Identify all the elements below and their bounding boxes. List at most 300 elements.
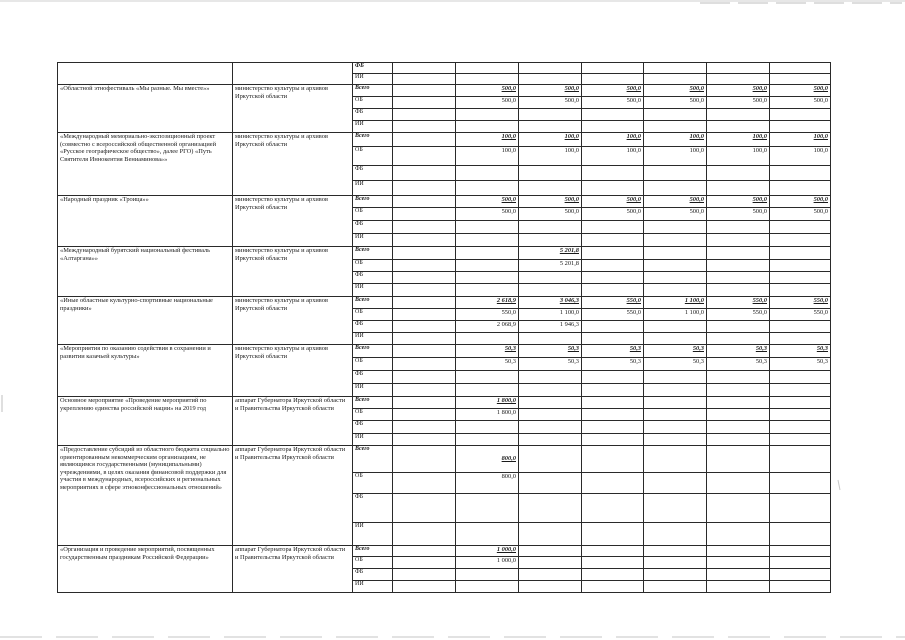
amount-cell: 500,0 <box>707 97 770 109</box>
amount-cell <box>770 284 831 297</box>
amount-cell: 500,0 <box>582 196 644 208</box>
amount-cell <box>644 74 707 85</box>
activity-name: Основное мероприятие «Проведение мероприятий по укреплению единства российской нации» на 2019 год <box>58 397 233 446</box>
amount-cell: 800,0 <box>456 473 519 494</box>
amount-cell <box>770 166 831 181</box>
table-row <box>58 446 831 473</box>
amount-cell: 500,0 <box>707 196 770 208</box>
amount-cell <box>456 371 519 384</box>
amount-cell <box>770 371 831 384</box>
amount-cell <box>582 434 644 446</box>
amount-cell <box>770 581 831 593</box>
amount-cell: 500,0 <box>644 196 707 208</box>
amount-cell <box>707 446 770 473</box>
amount-cell <box>456 272 519 284</box>
amount-cell <box>582 63 644 74</box>
executor-name: министерство культуры и архивов Иркутской области <box>233 345 353 397</box>
amount-cell <box>519 272 582 284</box>
amount-cell: 50,3 <box>707 358 770 371</box>
funding-source: Всего <box>353 85 393 97</box>
table-row <box>58 63 831 74</box>
amount-cell <box>393 234 456 247</box>
funding-source: ОБ <box>353 309 393 321</box>
activity-name: «Народный праздник «Троица»» <box>58 196 233 247</box>
amount-cell <box>644 546 707 557</box>
executor-name: аппарат Губернатора Иркутской области и Правительства Иркутской области <box>233 397 353 446</box>
amount-cell <box>519 371 582 384</box>
amount-cell <box>770 234 831 247</box>
amount-cell <box>644 121 707 133</box>
amount-cell <box>393 121 456 133</box>
funding-source: Всего <box>353 345 393 358</box>
amount-cell <box>707 557 770 569</box>
executor-name: министерство культуры и архивов Иркутской области <box>233 85 353 133</box>
amount-cell <box>393 272 456 284</box>
amount-cell <box>456 260 519 272</box>
amount-cell <box>393 97 456 109</box>
amount-cell <box>519 284 582 297</box>
funding-source: Всего <box>353 247 393 260</box>
amount-cell: 100,0 <box>519 133 582 147</box>
amount-cell: 550,0 <box>707 297 770 309</box>
funding-source: ИИ <box>353 121 393 133</box>
amount-cell <box>707 260 770 272</box>
executor-name: министерство культуры и архивов Иркутской области <box>233 297 353 345</box>
funding-source: ОБ <box>353 97 393 109</box>
activity-name: «Международный мемориально-экспозиционный проект (совместно с всероссийской общественной организацией «Русское географическое общество», далее РГО) «Путь Святителя Иннокентия Вениаминова»» <box>58 133 233 196</box>
amount-cell <box>456 284 519 297</box>
amount-cell <box>456 74 519 85</box>
amount-cell <box>707 272 770 284</box>
activity-name: «Иные областные культурно-спортивные национальные праздники» <box>58 297 233 345</box>
amount-cell <box>644 557 707 569</box>
amount-cell <box>519 409 582 421</box>
funding-source: ОБ <box>353 473 393 494</box>
amount-cell <box>707 333 770 345</box>
amount-cell <box>707 397 770 409</box>
amount-cell <box>707 321 770 333</box>
amount-cell <box>393 85 456 97</box>
funding-source: Всего <box>353 133 393 147</box>
amount-cell: 50,3 <box>456 358 519 371</box>
amount-cell <box>393 133 456 147</box>
table-row <box>58 546 831 557</box>
amount-cell <box>582 284 644 297</box>
amount-cell <box>770 333 831 345</box>
amount-cell <box>393 221 456 234</box>
amount-cell: 1 946,3 <box>519 321 582 333</box>
amount-cell: 50,3 <box>644 358 707 371</box>
amount-cell: 500,0 <box>770 196 831 208</box>
funding-source: ФБ <box>353 321 393 333</box>
amount-cell <box>582 546 644 557</box>
amount-cell <box>519 166 582 181</box>
funding-source: ИИ <box>353 284 393 297</box>
amount-cell <box>393 260 456 272</box>
amount-cell: 50,3 <box>519 345 582 358</box>
amount-cell <box>582 247 644 260</box>
amount-cell <box>707 494 770 523</box>
amount-cell <box>393 434 456 446</box>
funding-source: Всего <box>353 446 393 473</box>
amount-cell <box>770 523 831 546</box>
amount-cell <box>707 546 770 557</box>
funding-source: ОБ <box>353 147 393 166</box>
amount-cell <box>393 181 456 196</box>
amount-cell <box>770 434 831 446</box>
amount-cell <box>393 321 456 333</box>
amount-cell <box>582 272 644 284</box>
amount-cell <box>519 421 582 434</box>
amount-cell: 50,3 <box>456 345 519 358</box>
amount-cell <box>393 494 456 523</box>
amount-cell: 50,3 <box>644 345 707 358</box>
amount-cell: 1 000,0 <box>456 557 519 569</box>
amount-cell <box>456 333 519 345</box>
amount-cell <box>582 371 644 384</box>
amount-cell <box>644 221 707 234</box>
activity-name: «Организация и проведение мероприятий, посвященных государственным праздникам Российской Федерации» <box>58 546 233 593</box>
funding-source: ОБ <box>353 358 393 371</box>
amount-cell <box>519 121 582 133</box>
amount-cell <box>393 333 456 345</box>
amount-cell: 1 100,0 <box>644 297 707 309</box>
amount-cell: 500,0 <box>582 208 644 221</box>
amount-cell <box>519 63 582 74</box>
amount-cell <box>456 569 519 581</box>
amount-cell <box>644 247 707 260</box>
amount-cell <box>393 473 456 494</box>
amount-cell <box>519 109 582 121</box>
amount-cell: 2 068,9 <box>456 321 519 333</box>
amount-cell <box>644 446 707 473</box>
funding-source: ОБ <box>353 260 393 272</box>
funding-source: Всего <box>353 297 393 309</box>
amount-cell <box>456 121 519 133</box>
amount-cell: 500,0 <box>456 97 519 109</box>
amount-cell <box>456 221 519 234</box>
funding-source: Всего <box>353 196 393 208</box>
amount-cell <box>644 272 707 284</box>
amount-cell <box>707 181 770 196</box>
amount-cell <box>456 384 519 397</box>
amount-cell: 100,0 <box>770 133 831 147</box>
amount-cell <box>519 397 582 409</box>
amount-cell <box>519 434 582 446</box>
amount-cell: 2 618,9 <box>456 297 519 309</box>
amount-cell <box>770 74 831 85</box>
funding-source: ИИ <box>353 333 393 345</box>
amount-cell: 100,0 <box>707 147 770 166</box>
amount-cell: 500,0 <box>519 85 582 97</box>
amount-cell <box>582 121 644 133</box>
funding-source: ИИ <box>353 74 393 85</box>
amount-cell: 500,0 <box>456 85 519 97</box>
amount-cell <box>456 581 519 593</box>
amount-cell <box>393 284 456 297</box>
amount-cell <box>582 384 644 397</box>
amount-cell <box>707 371 770 384</box>
amount-cell: 800,0 <box>456 446 519 473</box>
amount-cell <box>519 446 582 473</box>
amount-cell <box>393 409 456 421</box>
amount-cell: 100,0 <box>519 147 582 166</box>
amount-cell: 500,0 <box>519 97 582 109</box>
amount-cell <box>456 247 519 260</box>
financing-table <box>57 62 831 593</box>
amount-cell <box>456 234 519 247</box>
executor-name <box>233 63 353 85</box>
amount-cell <box>519 581 582 593</box>
amount-cell <box>644 384 707 397</box>
amount-cell <box>644 494 707 523</box>
amount-cell <box>393 147 456 166</box>
table-row <box>58 133 831 147</box>
funding-source: ИИ <box>353 181 393 196</box>
amount-cell <box>770 384 831 397</box>
amount-cell <box>644 166 707 181</box>
amount-cell <box>644 260 707 272</box>
amount-cell <box>519 221 582 234</box>
amount-cell <box>582 321 644 333</box>
funding-source: ФБ <box>353 221 393 234</box>
executor-name: министерство культуры и архивов Иркутской области <box>233 133 353 196</box>
amount-cell: 500,0 <box>707 208 770 221</box>
amount-cell <box>582 569 644 581</box>
amount-cell <box>770 109 831 121</box>
table-row <box>58 397 831 409</box>
amount-cell: 500,0 <box>770 97 831 109</box>
amount-cell: 500,0 <box>644 208 707 221</box>
amount-cell <box>519 181 582 196</box>
amount-cell: 1 100,0 <box>519 309 582 321</box>
amount-cell <box>707 434 770 446</box>
amount-cell <box>582 109 644 121</box>
amount-cell <box>770 221 831 234</box>
amount-cell: 500,0 <box>770 208 831 221</box>
amount-cell <box>707 247 770 260</box>
activity-name <box>58 63 233 85</box>
table-row <box>58 345 831 358</box>
amount-cell <box>707 409 770 421</box>
amount-cell: 100,0 <box>644 133 707 147</box>
amount-cell <box>644 321 707 333</box>
funding-source: ФБ <box>353 63 393 74</box>
amount-cell: 500,0 <box>582 97 644 109</box>
amount-cell <box>644 181 707 196</box>
funding-source: ФБ <box>353 569 393 581</box>
amount-cell <box>519 569 582 581</box>
amount-cell <box>644 409 707 421</box>
amount-cell <box>644 581 707 593</box>
amount-cell <box>707 221 770 234</box>
amount-cell <box>770 409 831 421</box>
amount-cell: 100,0 <box>456 147 519 166</box>
funding-source: ФБ <box>353 494 393 523</box>
amount-cell <box>644 284 707 297</box>
amount-cell <box>770 421 831 434</box>
amount-cell: 50,3 <box>770 358 831 371</box>
amount-cell: 550,0 <box>582 309 644 321</box>
amount-cell: 100,0 <box>707 133 770 147</box>
amount-cell <box>707 473 770 494</box>
amount-cell <box>644 434 707 446</box>
amount-cell <box>393 196 456 208</box>
funding-source: ИИ <box>353 581 393 593</box>
amount-cell <box>707 63 770 74</box>
amount-cell <box>707 284 770 297</box>
amount-cell <box>393 546 456 557</box>
amount-cell <box>582 494 644 523</box>
amount-cell <box>644 421 707 434</box>
funding-source: Всего <box>353 397 393 409</box>
amount-cell <box>582 181 644 196</box>
funding-source: ФБ <box>353 371 393 384</box>
table-row <box>58 297 831 309</box>
amount-cell <box>582 581 644 593</box>
amount-cell <box>644 569 707 581</box>
amount-cell <box>582 221 644 234</box>
amount-cell: 50,3 <box>707 345 770 358</box>
amount-cell <box>644 234 707 247</box>
amount-cell <box>393 523 456 546</box>
amount-cell <box>582 446 644 473</box>
amount-cell <box>770 181 831 196</box>
executor-name: министерство культуры и архивов Иркутской области <box>233 247 353 297</box>
amount-cell <box>644 63 707 74</box>
amount-cell <box>393 247 456 260</box>
amount-cell: 100,0 <box>770 147 831 166</box>
amount-cell <box>644 109 707 121</box>
amount-cell <box>707 523 770 546</box>
amount-cell <box>456 494 519 523</box>
amount-cell <box>393 446 456 473</box>
amount-cell <box>707 74 770 85</box>
table-row <box>58 247 831 260</box>
amount-cell: 500,0 <box>582 85 644 97</box>
amount-cell: 1 100,0 <box>644 309 707 321</box>
amount-cell <box>393 63 456 74</box>
amount-cell <box>707 581 770 593</box>
funding-source: ИИ <box>353 523 393 546</box>
amount-cell <box>644 333 707 345</box>
amount-cell <box>582 260 644 272</box>
amount-cell: 1 000,0 <box>456 546 519 557</box>
amount-cell: 3 046,3 <box>519 297 582 309</box>
amount-cell: 50,3 <box>582 345 644 358</box>
amount-cell: 550,0 <box>456 309 519 321</box>
activity-name: «Предоставление субсидий из областного бюджета социально ориентированным некоммерческим организациям, не являющимся государственными (муниципальными) учреждениями, в целях оказания финансовой поддержки для участия в международных, всероссийских и региональных мероприятиях в сфере этноконфессиональных отношений» <box>58 446 233 546</box>
amount-cell <box>393 208 456 221</box>
amount-cell <box>582 409 644 421</box>
amount-cell <box>770 569 831 581</box>
amount-cell <box>582 523 644 546</box>
amount-cell: 5 201,8 <box>519 260 582 272</box>
amount-cell <box>519 384 582 397</box>
amount-cell <box>393 371 456 384</box>
amount-cell <box>393 166 456 181</box>
amount-cell: 500,0 <box>707 85 770 97</box>
amount-cell <box>393 309 456 321</box>
funding-source: ФБ <box>353 421 393 434</box>
executor-name: аппарат Губернатора Иркутской области и Правительства Иркутской области <box>233 546 353 593</box>
amount-cell <box>707 234 770 247</box>
amount-cell: 100,0 <box>582 147 644 166</box>
funding-source: ИИ <box>353 384 393 397</box>
amount-cell <box>770 321 831 333</box>
amount-cell: 500,0 <box>519 208 582 221</box>
amount-cell <box>770 247 831 260</box>
amount-cell <box>519 74 582 85</box>
amount-cell <box>393 384 456 397</box>
amount-cell <box>519 546 582 557</box>
amount-cell <box>707 421 770 434</box>
amount-cell <box>519 523 582 546</box>
amount-cell <box>456 109 519 121</box>
amount-cell: 100,0 <box>582 133 644 147</box>
amount-cell <box>582 234 644 247</box>
amount-cell: 1 800,0 <box>456 409 519 421</box>
funding-source: ИИ <box>353 434 393 446</box>
amount-cell <box>644 397 707 409</box>
amount-cell <box>707 121 770 133</box>
amount-cell <box>393 74 456 85</box>
amount-cell <box>393 345 456 358</box>
amount-cell <box>393 109 456 121</box>
amount-cell: 500,0 <box>644 97 707 109</box>
amount-cell <box>770 260 831 272</box>
amount-cell: 550,0 <box>582 297 644 309</box>
amount-cell <box>707 569 770 581</box>
amount-cell: 500,0 <box>519 196 582 208</box>
amount-cell <box>582 397 644 409</box>
activity-name: «Международный бурятский национальный фестиваль «Алтаргана»» <box>58 247 233 297</box>
funding-source: ФБ <box>353 166 393 181</box>
funding-source: ОБ <box>353 409 393 421</box>
executor-name: министерство культуры и архивов Иркутской области <box>233 196 353 247</box>
funding-source: ИИ <box>353 234 393 247</box>
amount-cell <box>456 166 519 181</box>
amount-cell <box>770 557 831 569</box>
amount-cell <box>770 446 831 473</box>
funding-source: ФБ <box>353 272 393 284</box>
amount-cell <box>456 523 519 546</box>
amount-cell <box>707 166 770 181</box>
amount-cell <box>519 234 582 247</box>
executor-name: аппарат Губернатора Иркутской области и Правительства Иркутской области <box>233 446 353 546</box>
amount-cell <box>770 397 831 409</box>
amount-cell: 100,0 <box>644 147 707 166</box>
amount-cell: 50,3 <box>582 358 644 371</box>
amount-cell <box>770 121 831 133</box>
amount-cell <box>519 494 582 523</box>
amount-cell: 500,0 <box>770 85 831 97</box>
amount-cell <box>644 523 707 546</box>
amount-cell <box>519 333 582 345</box>
amount-cell <box>770 473 831 494</box>
amount-cell <box>644 473 707 494</box>
amount-cell: 550,0 <box>707 309 770 321</box>
amount-cell: 500,0 <box>456 196 519 208</box>
amount-cell: 5 201,8 <box>519 247 582 260</box>
amount-cell <box>582 166 644 181</box>
amount-cell <box>456 434 519 446</box>
funding-source: ОБ <box>353 208 393 221</box>
amount-cell <box>393 297 456 309</box>
amount-cell <box>644 371 707 384</box>
funding-source: ОБ <box>353 557 393 569</box>
activity-name: «Областной этнофестиваль «Мы разные. Мы вместе»» <box>58 85 233 133</box>
